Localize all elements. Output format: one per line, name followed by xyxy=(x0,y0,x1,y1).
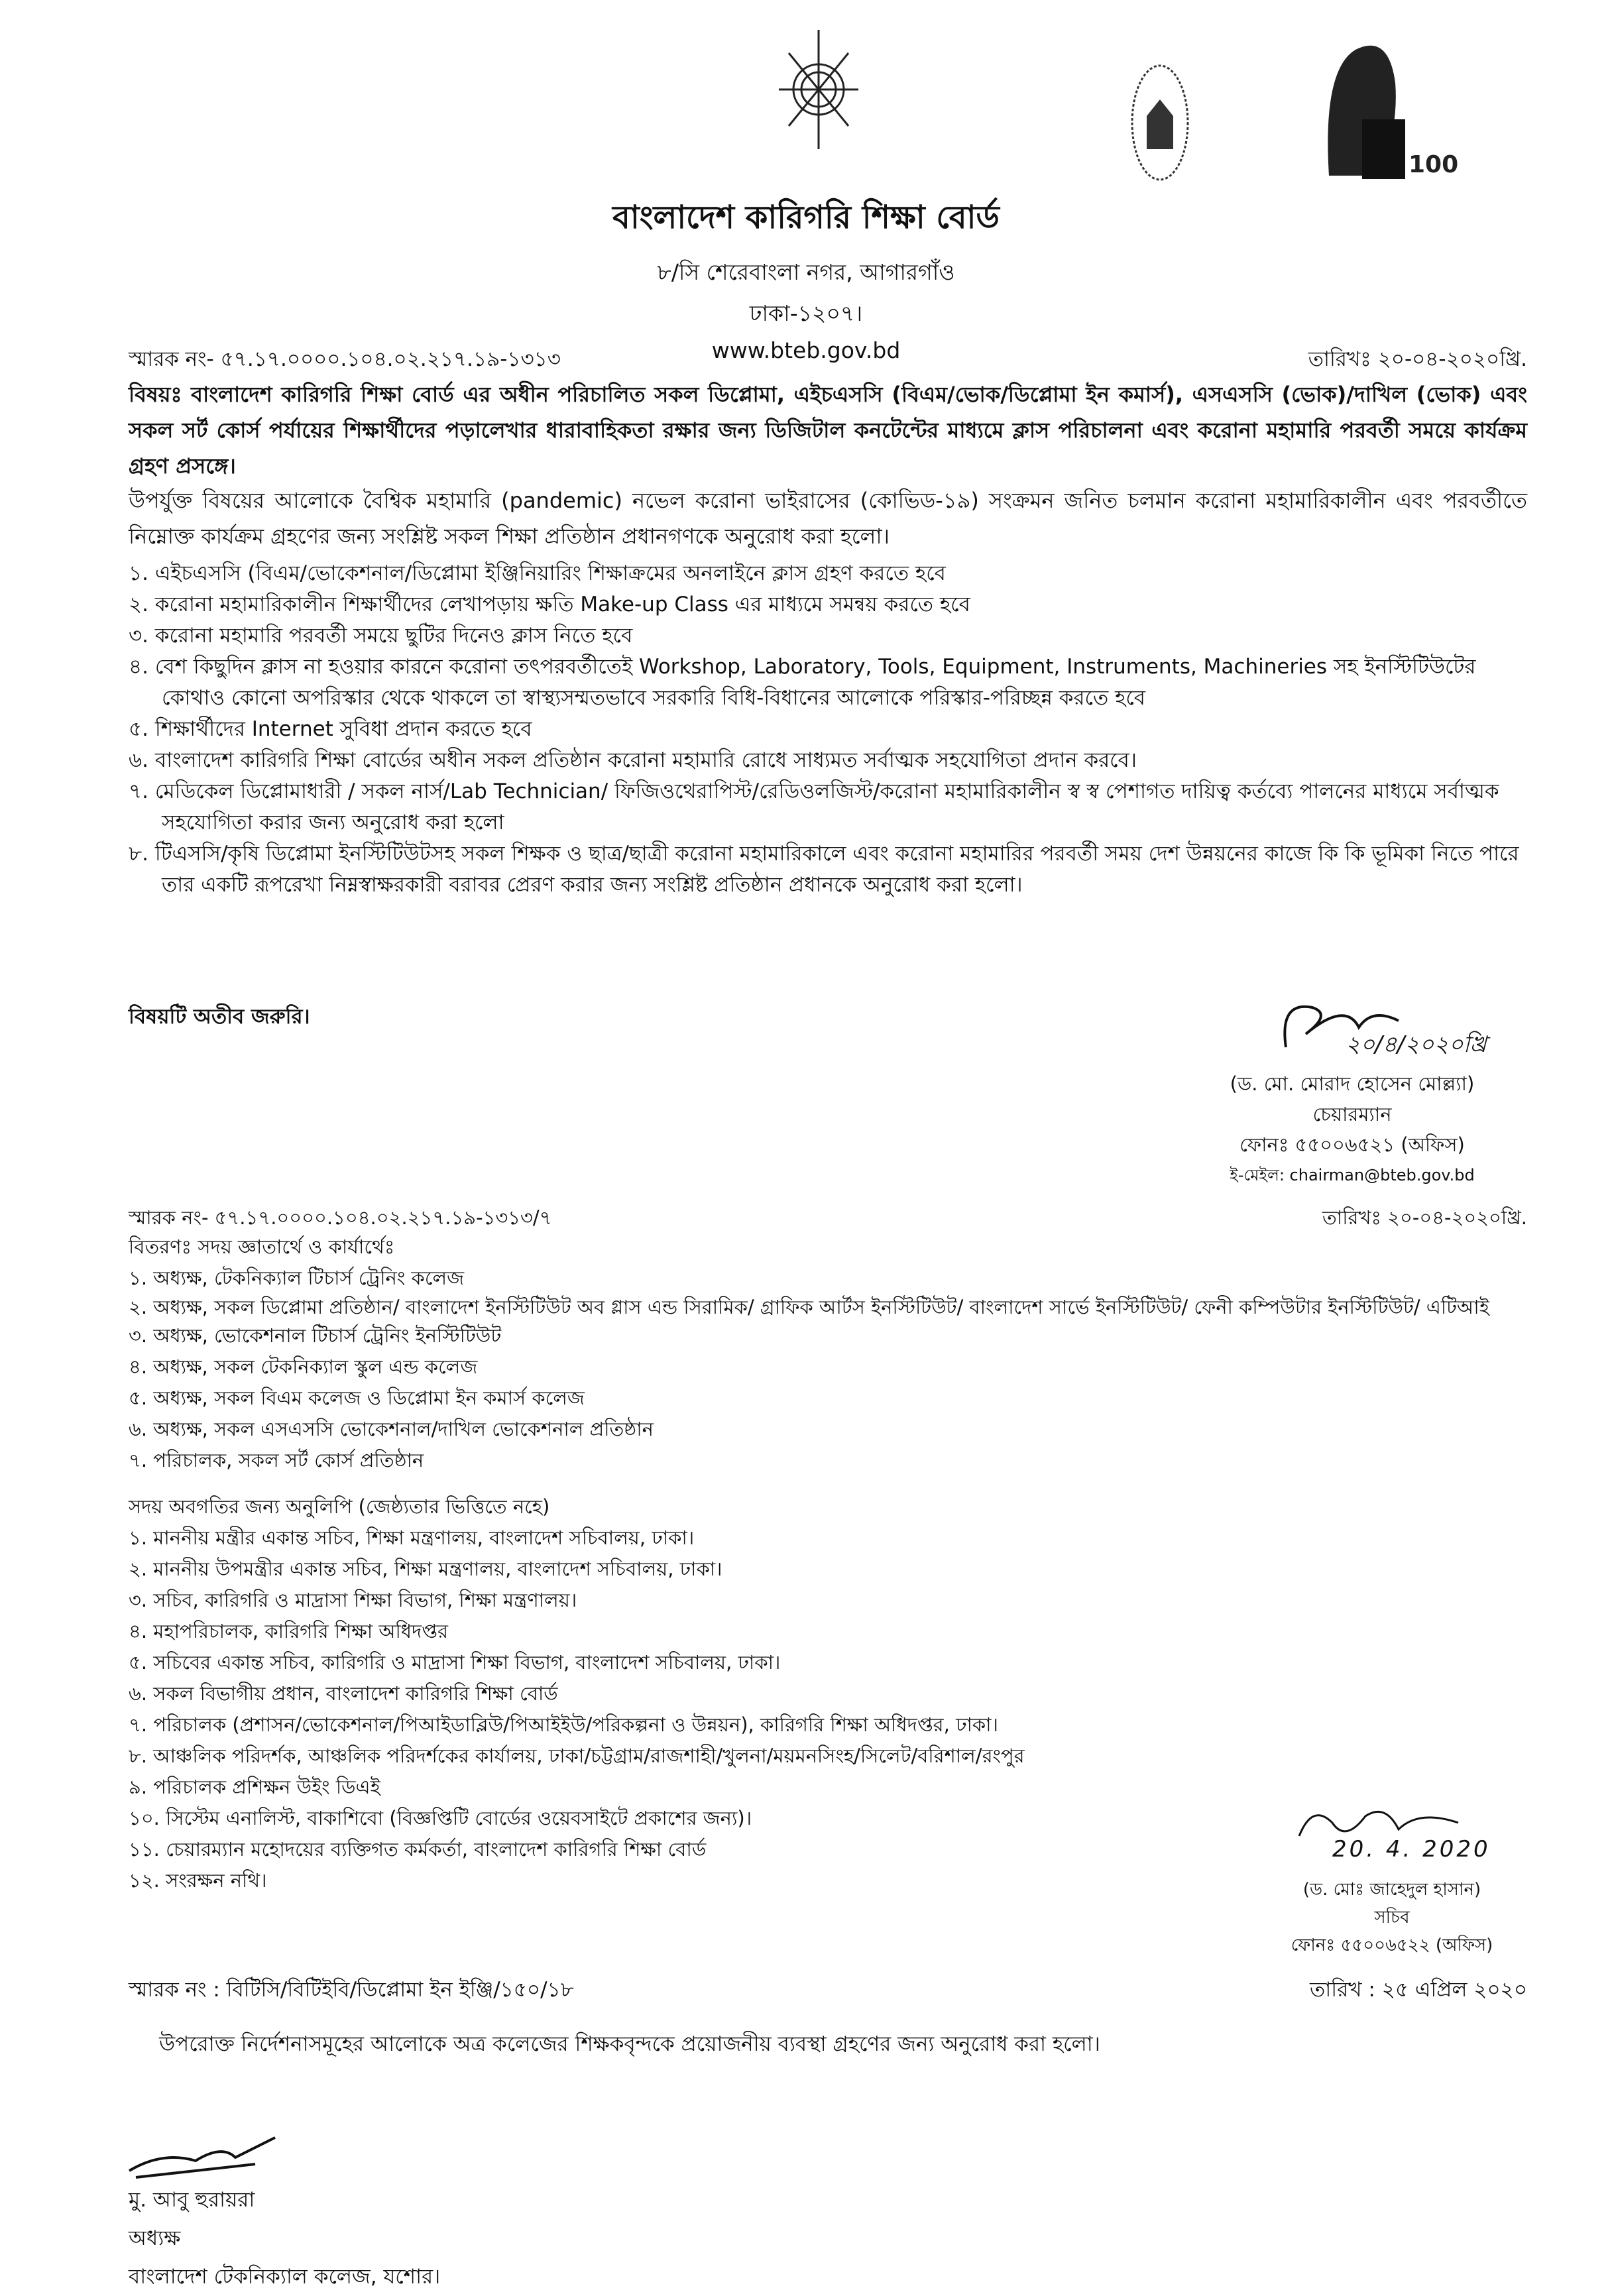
list-item: ৬. অধ্যক্ষ, সকল এসএসসি ভোকেশনাল/দাখিল ভোকেশনাল প্রতিষ্ঠান xyxy=(129,1418,654,1440)
urgent-note: বিষয়টি অতীব জরুরি। xyxy=(129,1005,310,1029)
list-item: ৬. সকল বিভাগীয় প্রধান, বাংলাদেশ কারিগরি শিক্ষা বোর্ড xyxy=(129,1682,558,1705)
memo3-ref: স্মারক নং : বিটিসি/বিটিইবি/ডিপ্লোমা ইন ইঞ্জি/১৫০/১৮ xyxy=(129,1978,574,2002)
list-item: ৮. টিএসসি/কৃষি ডিপ্লোমা ইনস্টিটিউটসহ সকল শিক্ষক ও ছাত্র/ছাত্রী করোনা মহামারিকালে এবং করোনা মহামারির পরবর্তী সময় দেশ উন্নয়নের কাজে কি কি ভূমিকা নিতে পারে তার একটি রূপরেখা নিম্নস্বাক্ষরকারী বরাবর প্রেরণ করার জন্য সংশ্লিষ্ট প্রতিষ্ঠান প্রধানকে অনুরোধ করা হলো। xyxy=(129,842,1519,897)
list-item: ৭. পরিচালক, সকল সর্ট কোর্স প্রতিষ্ঠান xyxy=(129,1449,424,1471)
distribution-title: বিতরণঃ সদয় জ্ঞাতার্থে ও কার্যার্থেঃ xyxy=(129,1235,395,1258)
secretary-name: (ড. মোঃ জাহেদুল হাসান) xyxy=(1302,1880,1481,1900)
secretary-phone: ফোনঃ ৫৫০০৬৫২২ (অফিস) xyxy=(1291,1935,1493,1955)
list-item: ৪. মহাপরিচালক, কারিগরি শিক্ষা অধিদপ্তর xyxy=(129,1620,449,1642)
principal-title: অধ্যক্ষ xyxy=(129,2226,181,2250)
list-item: ৭. পরিচালক (প্রশাসন/ভোকেশনাল/পিআইডাব্লিউ/পিআইইউ/পরিকল্পনা ও উন্নয়ন), কারিগরি শিক্ষা অধিদপ্তর, ঢাকা। xyxy=(129,1713,998,1736)
list-item: ৬. বাংলাদেশ কারিগরি শিক্ষা বোর্ডের অধীন সকল প্রতিষ্ঠান করোনা মহামারি রোধে সাধ্যমত সর্বাত্মক সহযোগিতা প্রদান করবে। xyxy=(129,748,1137,772)
org-name: বাংলাদেশ কারিগরি শিক্ষা বোর্ড xyxy=(612,199,1000,236)
list-item: ১২. সংরক্ষন নথি। xyxy=(129,1869,267,1892)
list-item: ৯. পরিচালক প্রশিক্ষন উইং ডিএই xyxy=(129,1776,380,1798)
list-item: ৮. আঞ্চলিক পরিদর্শক, আঞ্চলিক পরিদর্শকের কার্যালয়, ঢাকা/চট্টগ্রাম/রাজশাহী/খুলনা/ময়মনসিংহ/সিলেট/বরিশাল/রংপুর xyxy=(129,1745,1025,1767)
list-item: ২. করোনা মহামারিকালীন শিক্ষার্থীদের লেখাপড়ায় ক্ষতি Make-up Class এর মাধ্যমে সমন্বয় করতে হবে xyxy=(129,593,970,616)
list-item: ৩. অধ্যক্ষ, ভোকেশনাল টিচার্স ট্রেনিং ইনস্টিটিউট xyxy=(129,1324,502,1347)
address-line1: ৮/সি শেরেবাংলা নগর, আগারগাঁও xyxy=(657,259,955,285)
memo1-ref: স্মারক নং- ৫৭.১৭.০০০০.১০৪.০২.২১৭.১৯-১৩১৩ xyxy=(129,347,561,371)
website-link[interactable]: www.bteb.gov.bd xyxy=(711,337,901,363)
principal-name: মু. আবু হুরায়রা xyxy=(129,2188,255,2212)
list-item: ৫. অধ্যক্ষ, সকল বিএম কলেজ ও ডিপ্লোমা ইন কমার্স কলেজ xyxy=(129,1387,585,1409)
list-item: ১. মাননীয় মন্ত্রীর একান্ত সচিব, শিক্ষা মন্ত্রণালয়, বাংলাদেশ সচিবালয়, ঢাকা। xyxy=(129,1526,695,1549)
secretary-signature-date: 20. 4. 2020 xyxy=(1332,1836,1491,1863)
secretary-title: সচিব xyxy=(1374,1908,1410,1927)
list-item: ২. অধ্যক্ষ, সকল ডিপ্লোমা প্রতিষ্ঠান/ বাংলাদেশ ইনস্টিটিউট অব গ্লাস এন্ড সিরামিক/ গ্রাফিক আর্টস ইনস্টিটিউট/ বাংলাদেশ সার্ভে ইনস্টিটিউট/ ফেনী কম্পিউটার ইনস্টিটিউট/ এটিআই xyxy=(129,1296,1489,1318)
list-item: ৩. করোনা মহামারি পরবর্তী সময়ে ছুটির দিনেও ক্লাস নিতে হবে xyxy=(129,624,633,648)
memo1-intro: উপর্যুক্ত বিষয়ের আলোকে বৈশ্বিক মহামারি (pandemic) নভেল করোনা ভাইরাসের (কোভিড-১৯) সংক্রমন জনিত চলমান করোনা মহামারিকালীন এবং পরবর্তীতে নিম্নোক্ত কার্যক্রম গ্রহণের জন্য সংশ্লিষ্ট সকল শিক্ষা প্রতিষ্ঠান প্রধানগণকে অনুরোধ করা হলো। xyxy=(129,488,1527,549)
list-item: ৪. বেশ কিছুদিন ক্লাস না হওয়ার কারনে করোনা তৎপরবর্তীতেই Workshop, Laboratory, Tools, Equipment, Instruments, Machineries সহ ইনস্টিটিউটের কোথাও কোনো অপরিস্কার থেকে থাকলে তা স্বাস্থ্যসম্মতভাবে সরকারি বিধি-বিধানের আলোকে পরিস্কার-পরিচ্ছন্ন করতে হবে xyxy=(129,655,1476,710)
svg-text:100: 100 xyxy=(1409,151,1459,178)
chairman-email: ই-মেইল: chairman@bteb.gov.bd xyxy=(1230,1166,1475,1184)
distribution-list xyxy=(129,1232,1527,1476)
list-item: ৫. সচিবের একান্ত সচিব, কারিগরি ও মাদ্রাসা শিক্ষা বিভাগ, বাংলাদেশ সচিবালয়, ঢাকা। xyxy=(129,1651,781,1674)
board-seal-icon xyxy=(1130,63,1190,182)
memo3-date: তারিখ : ২৫ এপ্রিল ২০২০ xyxy=(1310,1978,1527,2002)
chairman-name: (ড. মো. মোরাদ হোসেন মোল্ল্যা) xyxy=(1230,1072,1475,1095)
chairman-title: চেয়ারম্যান xyxy=(1312,1103,1392,1125)
copy-title: সদয় অবগতির জন্য অনুলিপি (জেষ্ঠ্যতার ভিত্তিতে নহে) xyxy=(129,1495,550,1518)
principal-signature-icon xyxy=(123,2124,295,2184)
mujib-borsho-logo-icon xyxy=(1316,30,1534,179)
list-item: ১১. চেয়ারম্যান মহোদয়ের ব্যক্তিগত কর্মকর্তা, বাংলাদেশ কারিগরি শিক্ষা বোর্ড xyxy=(129,1838,707,1861)
list-item: ৪. অধ্যক্ষ, সকল টেকনিক্যাল স্কুল এন্ড কলেজ xyxy=(129,1355,478,1378)
address-line2: ঢাকা-১২০৭। xyxy=(749,300,863,326)
principal-org: বাংলাদেশ টেকনিক্যাল কলেজ, যশোর। xyxy=(129,2265,441,2289)
memo3-body: উপরোক্ত নির্দেশনাসমূহের আলোকে অত্র কলেজের শিক্ষকবৃন্দকে প্রয়োজনীয় ব্যবস্থা গ্রহণের জন্য অনুরোধ করা হলো। xyxy=(159,2032,1100,2056)
chairman-phone: ফোনঃ ৫৫০০৬৫২১ (অফিস) xyxy=(1239,1133,1465,1156)
list-item: ১. অধ্যক্ষ, টেকনিক্যাল টিচার্স ট্রেনিং কলেজ xyxy=(129,1267,465,1289)
memo1-date: তারিখঃ ২০-০৪-২০২০খ্রি. xyxy=(1308,347,1527,371)
list-item: ১০. সিস্টেম এনালিস্ট, বাকাশিবো (বিজ্ঞপ্তিটি বোর্ডের ওয়েবসাইটে প্রকাশের জন্য)। xyxy=(129,1807,752,1829)
list-item: ৭. মেডিকেল ডিপ্লোমাধারী / সকল নার্স/Lab Technician/ ফিজিওথেরাপিস্ট/রেডিওলজিস্ট/করোনা মহামারিকালীন স্ব স্ব পেশাগত দায়িত্ব কর্তব্যে পালনের মাধ্যমে সর্বাত্মক সহযোগিতা করার জন্য অনুরোধ করা হলো xyxy=(129,779,1499,834)
list-item: ১. এইচএসসি (বিএম/ভোকেশনাল/ডিপ্লোমা ইঞ্জিনিয়ারিং শিক্ষাক্রমের অনলাইনে ক্লাস গ্রহণ করতে হবে xyxy=(129,561,946,585)
memo2-ref: স্মারক নং- ৫৭.১৭.০০০০.১০৪.০২.২১৭.১৯-১৩১৩/৭ xyxy=(129,1206,552,1229)
list-item: ৫. শিক্ষার্থীদের Internet সুবিধা প্রদান করতে হবে xyxy=(129,717,532,741)
memo1-action-list xyxy=(129,558,1527,901)
list-item: ২. মাননীয় উপমন্ত্রীর একান্ত সচিব, শিক্ষা মন্ত্রণালয়, বাংলাদেশ সচিবালয়, ঢাকা। xyxy=(129,1558,722,1580)
memo1-subject: বিষয়ঃ বাংলাদেশ কারিগরি শিক্ষা বোর্ড এর অধীন পরিচালিত সকল ডিপ্লোমা, এইচএসসি (বিএম/ভোক/ডিপ্লোমা ইন কমার্স), এসএসসি (ভোক)/দাখিল (ভোক) এবং সকল সর্ট কোর্স পর্যায়ের শিক্ষার্থীদের পড়ালেখার ধারাবাহিকতা রক্ষার জন্য ডিজিটাল কনটেন্টের মাধ্যমে ক্লাস পরিচালনা এবং করোনা মহামারি পরবর্তী সময়ে কার্যক্রম গ্রহণ প্রসঙ্গে। xyxy=(129,382,1527,479)
list-item: ৩. সচিব, কারিগরি ও মাদ্রাসা শিক্ষা বিভাগ, শিক্ষা মন্ত্রণালয়। xyxy=(129,1589,577,1611)
memo2-date: তারিখঃ ২০-০৪-২০২০খ্রি. xyxy=(1322,1206,1527,1229)
government-emblem-icon xyxy=(772,27,865,152)
chairman-signature-date: ২০/৪/২০২০খ্রি xyxy=(1346,1031,1487,1058)
